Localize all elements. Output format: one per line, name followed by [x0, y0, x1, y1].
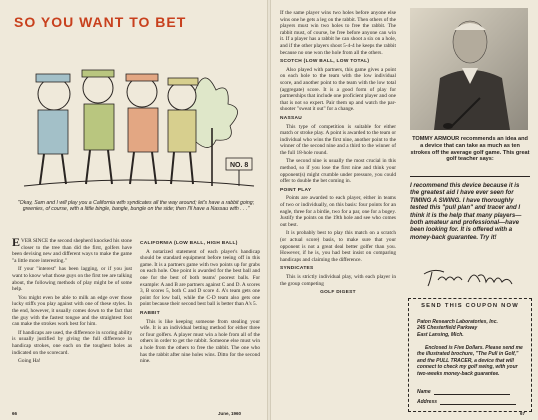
article-title: SO YOU WANT TO BET [14, 14, 187, 30]
cartoon-caption: "Okay, Sam and I will play you a California with syndicates all the way around; let's have a rabbit going; greenies, of course, with a little bingle, bangle, bungle on the side; then I'll have a Nassau with . . ." [17, 200, 255, 213]
address-line-input[interactable] [440, 399, 516, 405]
paragraph-text: VER SINCE the second shepherd knocked his stone closer to the tree than did the first, golfers have been devising new and different ways to make the game "a little more interesting." [12, 238, 132, 264]
paragraph: If the same player wins two holes before anyone else wins one he gets a leg on the rabbit. Then others of the players must win two holes to free the rabbit. The rabbit must, of course, be free before anyone can win it. If a player has a rabbit he can shoot a six on a hole, and if the other players shoot 5-4-4 he keeps the rabbit because no one won the hole from all the others. [280, 10, 396, 56]
address-line: 245 Chesterfield Parkway [417, 325, 478, 332]
page-gutter [267, 0, 271, 420]
golfers-cartoon [14, 36, 262, 196]
paragraph: This is strictly individual play, with each player in the group competing [280, 273, 396, 287]
column-a [12, 235, 132, 367]
order-coupon[interactable] [408, 298, 532, 412]
paragraph: This type of competition is suitable for either match or stroke play. A point is awarded to the team or individual who wins the first nine, another point to the winner of the second nine and a third to the winner of the full 18-hole round. [280, 123, 396, 156]
issue-date: June, 1960 [218, 411, 242, 416]
paragraph: Also played with partners, this game gives a point on each hole to the team with the low individual score, and another point to the team with the low total (aggregate) score. It is a good form of play for partnerships that include one proficient player and one that is not so expert. Pair them up and watch the par-shooter "sweat it out" for a change. [280, 66, 396, 113]
section-heading: POINT PLAY [280, 187, 312, 193]
paragraph: If handicaps are used, the difference in scoring ability is usually justified by giving the full difference in handicap strokes, one each on the toughest holes as indicated on the scorecard. [12, 329, 132, 356]
paragraph: If your "interest" has been lagging, or if you just want to know what those guys on the first tee are talking about, the following methods of play might be of some help. [12, 266, 132, 293]
section-heading: SYNDICATES [280, 266, 314, 272]
address-line: Paton Research Laboratories, Inc. [417, 319, 498, 325]
coupon-body: Enclosed is Five Dollars. Please send me the illustrated brochure, "The Pull in Golf," and the PULL TRACER, a device that will connect to check my golf swing, with your two-weeks money-back guarantee. [417, 345, 523, 377]
paragraph: This is like keeping someone from stealing your wife. It is an individual betting method for either three or four golfers. A player must win a hole from all of the others in order to get the rabbit. Someone else must win a hole from the others to free the rabbit. The one who has the rabbit after nine holes wins. Ditto for the second nine. [140, 318, 260, 365]
tommy-armour-photo [410, 8, 528, 130]
paragraph: Going Ha! [18, 358, 41, 365]
section-heading: SCOTCH (LOW BALL, LOW TOTAL) [280, 59, 370, 65]
paragraph: A notarized statement of each player's handicap should be standard equipment before teeing off in this game. It is a partners game with two points up for grabs on each hole. One point is awarded for the best ball and one for the best of both teams' poorest balls. For example: A and B are partners against C and D. A scores 3, B scores 5, both C and D score 4. A's team gets one point for low ball, while the C-D team also gets one point because their second best ball is better than A's 5. [140, 248, 260, 308]
page-number-left: 66 [12, 411, 18, 416]
signature [418, 264, 526, 290]
paragraph: It is probably best to play this match on a scratch (or actual score) basis, to make sure that your opponent is not a great deal better golfer than you. However, if he is, you had best insist on comparing handicaps and claiming the difference. [280, 230, 396, 263]
paragraph: Points are awarded to each player, either in teams of two or individually, on this basis: four points for an eagle, three for a birdie, two for a par, one for a bogey. Justify the points on the 19th hole and see who comes out best. [280, 195, 396, 228]
section-heading: RABBIT [140, 310, 160, 316]
photo-caption: TOMMY ARMOUR recommends an idea and a device that can take as much as ten strokes off the average golf game. This great golf teacher says: [410, 136, 530, 163]
magazine-name: GOLF DIGEST [320, 290, 356, 296]
name-field[interactable] [417, 389, 510, 395]
name-line[interactable] [434, 389, 510, 395]
opening-paragraph [12, 235, 132, 264]
column-c [280, 10, 396, 298]
column-b [140, 238, 260, 367]
section-heading: NASSAU [280, 115, 303, 121]
cartoon-sign: NO. 8 [230, 162, 249, 169]
coupon-title: SEND THIS COUPON NOW [421, 303, 519, 309]
coupon-address [417, 319, 527, 338]
address-line: East Lansing, Mich. [417, 331, 464, 338]
divider [410, 176, 530, 177]
address-label: Address [417, 399, 438, 405]
name-label: Name [417, 389, 431, 395]
address-field[interactable] [417, 399, 516, 405]
section-heading: CALIFORNIA (LOW BALL, HIGH BALL) [140, 241, 238, 246]
paragraph: The second nine is usually the most crucial in this method, so if you lose the first nine and think your opponent(s) might crumble under pressure, you could offer to double the bet coming in. [280, 158, 396, 185]
page-number-right: 67 [520, 411, 526, 416]
paragraph: You might even be able to milk an edge over those lucky stiffs you play against with one of these styles. In the end, however, it usually comes down to the fact that the guy with the fastest tongue and the straightest foot can make the strokes work best for him. [12, 294, 132, 328]
endorsement-quote: I recommend this device because it is the greatest aid I have ever seen for TIMING A SWING. I have thoroughly tested this "pull plan" and tracer and I think it is the help that many players—both amateur and professional—have been looking for. It is offered with a money-back guarantee. Try it! [410, 182, 522, 241]
drop-cap: E [12, 235, 21, 249]
